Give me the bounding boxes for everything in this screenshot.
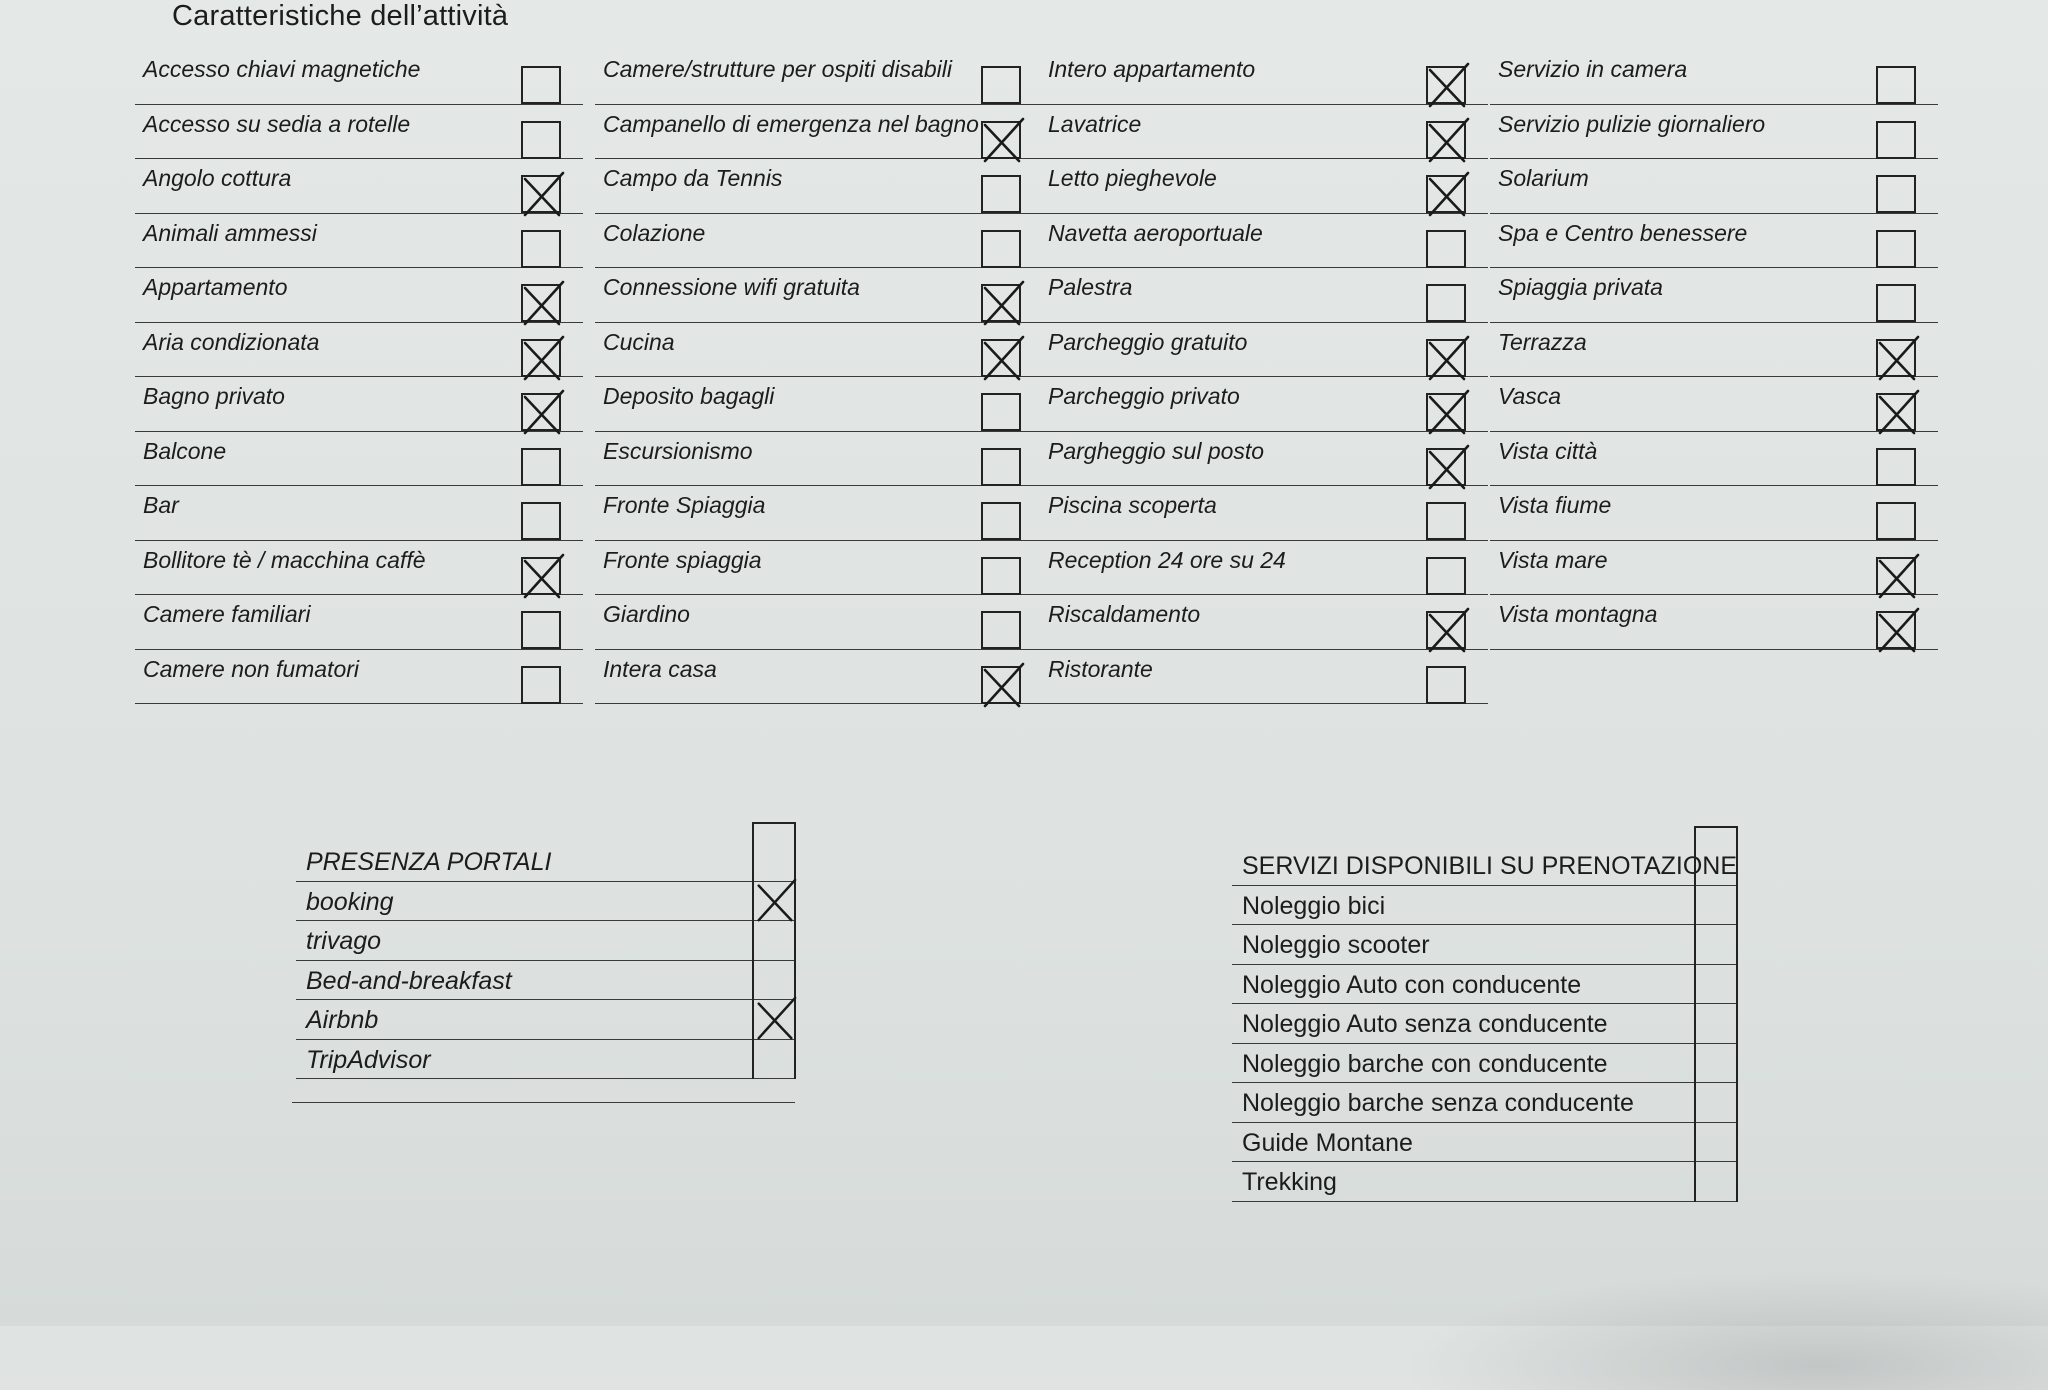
features-column-1 xyxy=(135,50,583,704)
services-row-noleggio-auto-con-conducente xyxy=(1232,965,1738,1005)
feature-row-accesso-su-sedia-a-rotelle xyxy=(135,105,583,160)
features-grid xyxy=(135,50,1965,720)
feature-row-aria-condizionata xyxy=(135,323,583,378)
services-label: Noleggio Auto con conducente xyxy=(1242,970,1582,999)
feature-checkbox-piscina-scoperta[interactable] xyxy=(1426,502,1466,540)
feature-checkbox-palestra[interactable] xyxy=(1426,284,1466,322)
portals-label: booking xyxy=(306,887,394,916)
services-checkbox-trekking[interactable] xyxy=(1694,1162,1738,1202)
feature-row-vista-fiume xyxy=(1490,486,1938,541)
feature-label: Connessione wifi gratuita xyxy=(603,274,860,300)
feature-row-bollitore-te-macchina-caffe xyxy=(135,541,583,596)
services-table xyxy=(1232,826,1738,1202)
feature-row-vista-montagna xyxy=(1490,595,1938,650)
feature-checkbox-animali-ammessi[interactable] xyxy=(521,230,561,268)
feature-label: Spiaggia privata xyxy=(1498,274,1663,300)
feature-checkbox-fronte-spiaggia[interactable] xyxy=(981,557,1021,595)
check-mark-icon xyxy=(979,117,1025,165)
feature-checkbox-giardino[interactable] xyxy=(981,611,1021,649)
check-mark-icon xyxy=(1424,389,1470,437)
feature-checkbox-vista-fiume[interactable] xyxy=(1876,502,1916,540)
feature-checkbox-parcheggio-privato[interactable] xyxy=(1426,393,1466,431)
services-row-noleggio-auto-senza-conducente xyxy=(1232,1004,1738,1044)
feature-label: Vista montagna xyxy=(1498,601,1658,627)
feature-row-bagno-privato xyxy=(135,377,583,432)
feature-checkbox-bar[interactable] xyxy=(521,502,561,540)
feature-checkbox-fronte-spiaggia[interactable] xyxy=(981,502,1021,540)
check-mark-icon xyxy=(979,662,1025,710)
check-mark-icon xyxy=(1424,171,1470,219)
feature-label: Piscina scoperta xyxy=(1048,492,1217,518)
portals-row-trivago xyxy=(296,921,796,961)
shadow xyxy=(1400,1270,2048,1390)
check-mark-icon xyxy=(519,171,565,219)
feature-label: Vista mare xyxy=(1498,546,1608,573)
feature-label: Balcone xyxy=(143,437,227,464)
feature-label: Angolo cottura xyxy=(143,165,292,191)
feature-label: Parcheggio gratuito xyxy=(1048,328,1248,355)
feature-checkbox-bollitore-te-macchina-caffe[interactable] xyxy=(521,557,561,595)
services-label: Noleggio scooter xyxy=(1242,931,1430,959)
check-mark-icon xyxy=(752,878,798,924)
services-label: Guide Montane xyxy=(1242,1128,1413,1157)
check-mark-icon xyxy=(519,280,565,328)
portals-label: Airbnb xyxy=(306,1006,379,1034)
feature-row-riscaldamento xyxy=(1040,595,1488,650)
feature-checkbox-spa-e-centro-benessere[interactable] xyxy=(1876,230,1916,268)
feature-checkbox-escursionismo[interactable] xyxy=(981,448,1021,486)
feature-row-angolo-cottura xyxy=(135,159,583,214)
feature-row-ristorante xyxy=(1040,650,1488,705)
check-mark-icon xyxy=(1874,553,1920,601)
portals-label: trivago xyxy=(306,927,382,955)
services-row-noleggio-scooter xyxy=(1232,925,1738,965)
feature-checkbox-spiaggia-privata[interactable] xyxy=(1876,284,1916,322)
feature-row-camere-familiari xyxy=(135,595,583,650)
check-mark-icon xyxy=(752,996,798,1042)
services-checkbox-noleggio-auto-senza-conducente[interactable] xyxy=(1694,1004,1738,1044)
feature-checkbox-intero-appartamento[interactable] xyxy=(1426,66,1466,104)
feature-row-animali-ammessi xyxy=(135,214,583,269)
feature-checkbox-ristorante[interactable] xyxy=(1426,666,1466,704)
feature-row-vista-mare xyxy=(1490,541,1938,596)
feature-checkbox-vasca[interactable] xyxy=(1876,393,1916,431)
feature-row-camere-non-fumatori xyxy=(135,650,583,705)
feature-row-parcheggio-privato xyxy=(1040,377,1488,432)
feature-checkbox-vista-mare[interactable] xyxy=(1876,557,1916,595)
feature-checkbox-deposito-bagagli[interactable] xyxy=(981,393,1021,431)
portals-row-booking xyxy=(296,882,796,922)
feature-checkbox-cucina[interactable] xyxy=(981,339,1021,377)
feature-row-connessione-wifi-gratuita xyxy=(595,268,1043,323)
services-label: Noleggio bici xyxy=(1242,891,1386,920)
feature-label: Servizio pulizie giornaliero xyxy=(1498,110,1766,137)
services-row-noleggio-barche-senza-conducente xyxy=(1232,1083,1738,1123)
feature-label: Terrazza xyxy=(1498,328,1587,355)
feature-checkbox-accesso-su-sedia-a-rotelle[interactable] xyxy=(521,121,561,159)
features-column-2 xyxy=(595,50,1043,704)
feature-label: Fronte spiaggia xyxy=(603,546,762,573)
feature-label: Navetta aeroportuale xyxy=(1048,219,1263,246)
feature-row-solarium xyxy=(1490,159,1938,214)
portals-checkbox-booking[interactable] xyxy=(752,882,796,922)
feature-label: Spa e Centro benessere xyxy=(1498,219,1748,246)
feature-checkbox-camere-non-fumatori[interactable] xyxy=(521,666,561,704)
feature-row-intera-casa xyxy=(595,650,1043,705)
portals-row-bed-and-breakfast xyxy=(296,961,796,1001)
page-title: Caratteristiche dell’attività xyxy=(172,0,509,32)
feature-checkbox-parcheggio-gratuito[interactable] xyxy=(1426,339,1466,377)
check-mark-icon xyxy=(1874,335,1920,383)
feature-label: Reception 24 ore su 24 xyxy=(1048,546,1286,573)
feature-row-campanello-di-emergenza-nel-bagno xyxy=(595,105,1043,160)
feature-row-pargh-ggio-sul-posto xyxy=(1040,432,1488,487)
feature-label: Palestra xyxy=(1048,274,1133,300)
feature-checkbox-appartamento[interactable] xyxy=(521,284,561,322)
services-header-row xyxy=(1232,846,1738,886)
check-mark-icon xyxy=(519,335,565,383)
features-column-3 xyxy=(1040,50,1488,704)
feature-label: Solarium xyxy=(1498,165,1589,191)
feature-checkbox-angolo-cottura[interactable] xyxy=(521,175,561,213)
services-label: Noleggio barche senza conducente xyxy=(1242,1089,1634,1117)
feature-checkbox-terrazza[interactable] xyxy=(1876,339,1916,377)
feature-checkbox-colazione[interactable] xyxy=(981,230,1021,268)
feature-label: Colazione xyxy=(603,219,706,246)
check-mark-icon xyxy=(979,280,1025,328)
feature-row-fronte-spiaggia xyxy=(595,541,1043,596)
services-label: Trekking xyxy=(1242,1168,1337,1196)
feature-label: Bollitore tè / macchina caffè xyxy=(143,546,426,573)
portals-extra-line xyxy=(292,1102,795,1103)
feature-checkbox-navetta-aeroportuale[interactable] xyxy=(1426,230,1466,268)
services-row-noleggio-barche-con-conducente xyxy=(1232,1044,1738,1084)
feature-row-bar xyxy=(135,486,583,541)
feature-label: Animali ammessi xyxy=(143,219,317,246)
feature-checkbox-bagno-privato[interactable] xyxy=(521,393,561,431)
services-label: Noleggio barche con conducente xyxy=(1242,1049,1608,1078)
services-label: Noleggio Auto senza conducente xyxy=(1242,1010,1608,1038)
feature-row-spiaggia-privata xyxy=(1490,268,1938,323)
feature-checkbox-accesso-chiavi-magnetiche[interactable] xyxy=(521,66,561,104)
feature-label: Vista fiume xyxy=(1498,492,1612,518)
feature-checkbox-aria-condizionata[interactable] xyxy=(521,339,561,377)
feature-label: Parcheggio privato xyxy=(1048,383,1240,409)
check-mark-icon xyxy=(519,389,565,437)
feature-label: Ristorante xyxy=(1048,655,1153,682)
check-mark-icon xyxy=(1874,389,1920,437)
feature-checkbox-camere-strutture-per-ospiti-disabili[interactable] xyxy=(981,66,1021,104)
feature-row-deposito-bagagli xyxy=(595,377,1043,432)
portals-header-box xyxy=(752,842,796,882)
feature-row-vista-citta xyxy=(1490,432,1938,487)
feature-row-navetta-aeroportuale xyxy=(1040,214,1488,269)
feature-checkbox-camere-familiari[interactable] xyxy=(521,611,561,649)
feature-checkbox-letto-pieghevole[interactable] xyxy=(1426,175,1466,213)
feature-checkbox-campo-da-tennis[interactable] xyxy=(981,175,1021,213)
feature-label: Intera casa xyxy=(603,655,717,682)
feature-checkbox-lavatrice[interactable] xyxy=(1426,121,1466,159)
check-mark-icon xyxy=(1424,444,1470,492)
feature-label: Letto pieghevole xyxy=(1048,165,1217,191)
portals-table xyxy=(296,822,796,1079)
feature-label: Vasca xyxy=(1498,383,1562,409)
feature-checkbox-reception-24-ore-su-24[interactable] xyxy=(1426,557,1466,595)
feature-label: Campanello di emergenza nel bagno xyxy=(603,110,979,137)
feature-row-intero-appartamento xyxy=(1040,50,1488,105)
feature-label: Camere non fumatori xyxy=(143,655,360,682)
feature-checkbox-campanello-di-emergenza-nel-bagno[interactable] xyxy=(981,121,1021,159)
services-checkbox-noleggio-scooter[interactable] xyxy=(1694,925,1738,965)
feature-label: Intero appartamento xyxy=(1048,56,1256,82)
feature-row-balcone xyxy=(135,432,583,487)
services-row-trekking xyxy=(1232,1162,1738,1202)
portals-label: TripAdvisor xyxy=(306,1045,431,1074)
feature-checkbox-intera-casa[interactable] xyxy=(981,666,1021,704)
feature-row-accesso-chiavi-magnetiche xyxy=(135,50,583,105)
feature-checkbox-servizio-in-camera[interactable] xyxy=(1876,66,1916,104)
feature-label: Deposito bagagli xyxy=(603,383,775,409)
feature-checkbox-balcone[interactable] xyxy=(521,448,561,486)
services-row-noleggio-bici xyxy=(1232,886,1738,926)
feature-row-escursionismo xyxy=(595,432,1043,487)
portals-checkbox-tripadvisor[interactable] xyxy=(752,1040,796,1080)
feature-checkbox-vista-citta[interactable] xyxy=(1876,448,1916,486)
feature-label: Servizio in camera xyxy=(1498,56,1688,82)
feature-row-spa-e-centro-benessere xyxy=(1490,214,1938,269)
feature-checkbox-riscaldamento[interactable] xyxy=(1426,611,1466,649)
check-mark-icon xyxy=(1424,117,1470,165)
feature-label: Aria condizionata xyxy=(143,328,320,355)
feature-row-fronte-spiaggia xyxy=(595,486,1043,541)
feature-row-appartamento xyxy=(135,268,583,323)
feature-label: Appartamento xyxy=(143,274,288,300)
services-box-top xyxy=(1694,826,1738,846)
feature-row-servizio-in-camera xyxy=(1490,50,1938,105)
services-checkbox-guide-montane[interactable] xyxy=(1694,1123,1738,1163)
feature-label: Riscaldamento xyxy=(1048,601,1201,627)
feature-row-servizio-pulizie-giornaliero xyxy=(1490,105,1938,160)
feature-checkbox-pargh-ggio-sul-posto[interactable] xyxy=(1426,448,1466,486)
check-mark-icon xyxy=(1424,62,1470,110)
check-mark-icon xyxy=(1424,607,1470,655)
feature-row-letto-pieghevole xyxy=(1040,159,1488,214)
check-mark-icon xyxy=(519,553,565,601)
portals-row-tripadvisor xyxy=(296,1040,796,1080)
feature-label: Campo da Tennis xyxy=(603,165,783,191)
feature-label: Cucina xyxy=(603,328,675,355)
feature-row-parcheggio-gratuito xyxy=(1040,323,1488,378)
portals-box-top xyxy=(752,822,796,842)
feature-row-colazione xyxy=(595,214,1043,269)
feature-label: Lavatrice xyxy=(1048,110,1142,137)
feature-label: Vista città xyxy=(1498,437,1598,464)
check-mark-icon xyxy=(1424,335,1470,383)
services-checkbox-noleggio-auto-con-conducente[interactable] xyxy=(1694,965,1738,1005)
services-checkbox-noleggio-barche-senza-conducente[interactable] xyxy=(1694,1083,1738,1123)
portals-header-row xyxy=(296,842,796,882)
feature-checkbox-solarium[interactable] xyxy=(1876,175,1916,213)
feature-label: Giardino xyxy=(603,601,690,627)
check-mark-icon xyxy=(1874,607,1920,655)
check-mark-icon xyxy=(979,335,1025,383)
feature-label: Bagno privato xyxy=(143,383,285,409)
feature-label: Bar xyxy=(143,492,179,518)
feature-row-reception-24-ore-su-24 xyxy=(1040,541,1488,596)
feature-row-terrazza xyxy=(1490,323,1938,378)
feature-checkbox-connessione-wifi-gratuita[interactable] xyxy=(981,284,1021,322)
feature-row-camere-strutture-per-ospiti-disabili xyxy=(595,50,1043,105)
feature-row-campo-da-tennis xyxy=(595,159,1043,214)
feature-label: Camere/strutture per ospiti disabili xyxy=(603,56,952,82)
feature-row-lavatrice xyxy=(1040,105,1488,160)
portals-checkbox-trivago[interactable] xyxy=(752,921,796,961)
portals-header: PRESENZA PORTALI xyxy=(306,848,552,876)
portals-checkbox-bed-and-breakfast[interactable] xyxy=(752,961,796,1001)
feature-row-vasca xyxy=(1490,377,1938,432)
feature-row-giardino xyxy=(595,595,1043,650)
portals-label: Bed-and-breakfast xyxy=(306,966,512,995)
services-header: SERVIZI DISPONIBILI SU PRENOTAZIONE xyxy=(1242,852,1738,880)
feature-checkbox-vista-montagna[interactable] xyxy=(1876,611,1916,649)
portals-checkbox-airbnb[interactable] xyxy=(752,1000,796,1040)
feature-label: Parghеggio sul posto xyxy=(1048,437,1265,464)
feature-row-cucina xyxy=(595,323,1043,378)
feature-row-palestra xyxy=(1040,268,1488,323)
services-checkbox-noleggio-bici[interactable] xyxy=(1694,886,1738,926)
feature-label: Fronte Spiaggia xyxy=(603,492,766,518)
services-row-guide-montane xyxy=(1232,1123,1738,1163)
feature-label: Accesso su sedia a rotelle xyxy=(143,110,411,137)
feature-label: Camere familiari xyxy=(143,601,311,627)
feature-row-piscina-scoperta xyxy=(1040,486,1488,541)
feature-checkbox-servizio-pulizie-giornaliero[interactable] xyxy=(1876,121,1916,159)
feature-label: Escursionismo xyxy=(603,437,753,464)
services-header-box xyxy=(1694,846,1738,886)
feature-label: Accesso chiavi magnetiche xyxy=(143,56,421,82)
services-checkbox-noleggio-barche-con-conducente[interactable] xyxy=(1694,1044,1738,1084)
portals-row-airbnb xyxy=(296,1000,796,1040)
features-column-4 xyxy=(1490,50,1938,650)
